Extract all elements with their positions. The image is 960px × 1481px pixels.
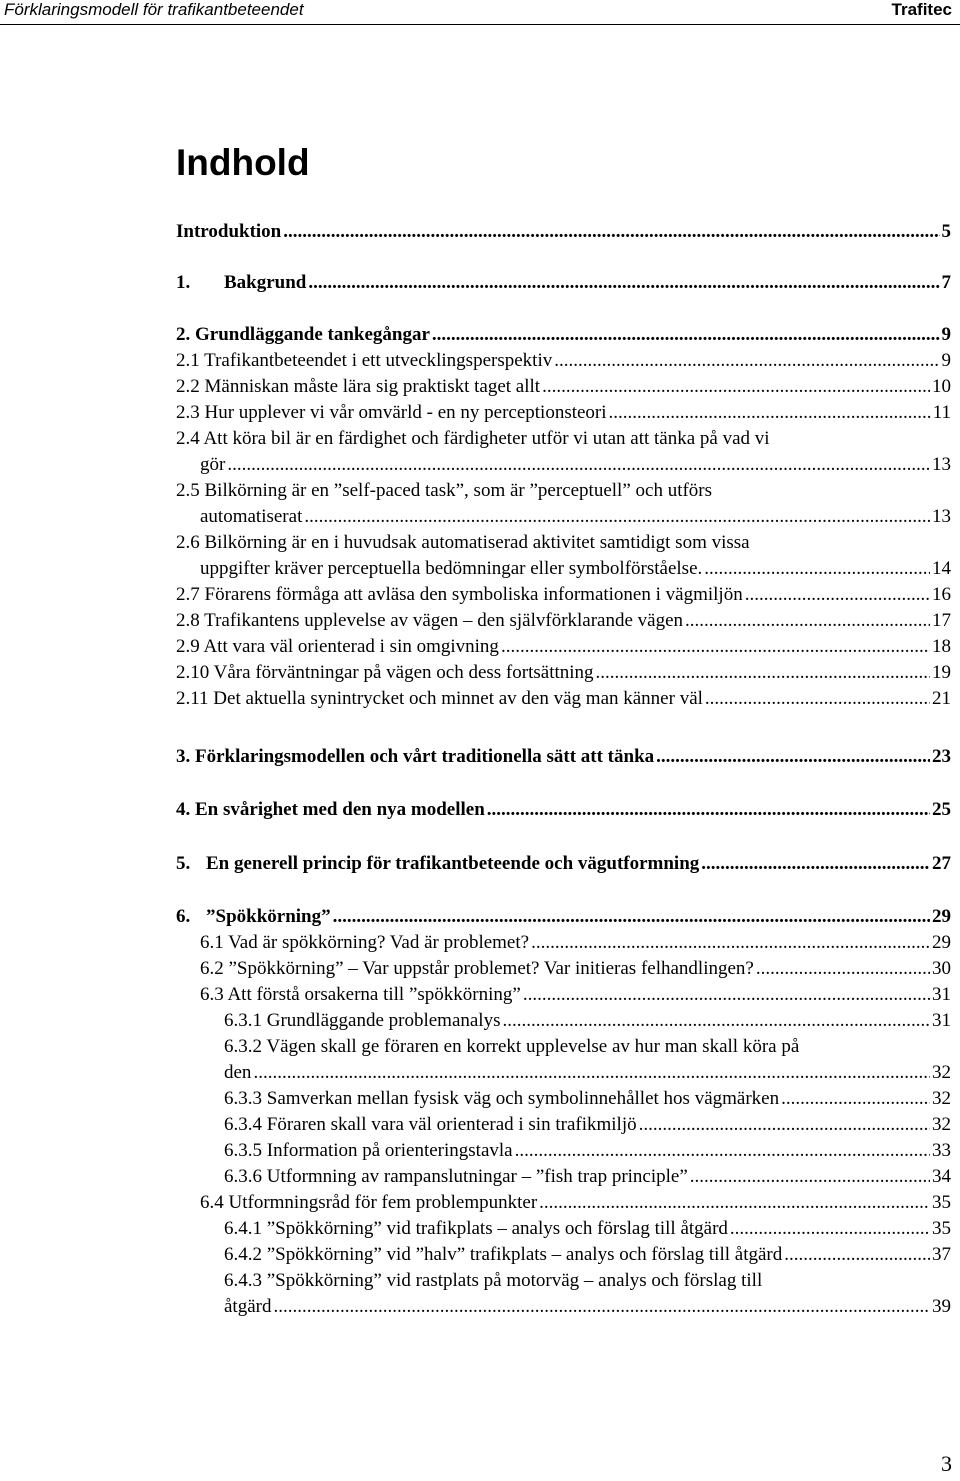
toc-dot-leader xyxy=(523,982,930,1008)
toc-entry-title: Introduktion xyxy=(176,221,282,242)
toc-entry-title: En generell princip för trafikantbeteende och vägutformning xyxy=(206,853,700,874)
toc-entry-s2-2[interactable] xyxy=(176,374,951,400)
toc-dot-leader xyxy=(308,270,939,296)
toc-entry-intro[interactable] xyxy=(176,219,951,245)
toc-entry-s2-3[interactable] xyxy=(176,400,951,426)
toc-entry-title: 6.3.5 Information på orienteringstavla xyxy=(224,1140,513,1161)
toc-page-number: 35 xyxy=(932,1192,951,1213)
toc-page-number: 13 xyxy=(932,506,951,527)
toc-dot-leader xyxy=(432,322,940,348)
toc-dot-leader xyxy=(756,956,930,982)
toc-entry-s6-4-1[interactable] xyxy=(224,1216,951,1242)
toc-page-number: 25 xyxy=(932,799,951,820)
toc-entry-title: 2.5 Bilkörning är en ”self-paced task”, som är ”perceptuell” och utförs xyxy=(176,480,713,501)
toc-entry-s2-4a xyxy=(176,426,770,452)
toc-entry-title: Bakgrund xyxy=(224,272,307,293)
toc-entry-s6-1[interactable] xyxy=(200,930,951,956)
toc-entry-s6-3-5[interactable] xyxy=(224,1138,951,1164)
toc-entry-s6-3-2b[interactable] xyxy=(224,1060,951,1086)
toc-dot-leader xyxy=(656,744,930,770)
toc-dot-leader xyxy=(283,219,939,245)
toc-entry-title: 6.4 Utformningsråd för fem problempunkter xyxy=(200,1192,538,1213)
toc-entry-title: 2.9 Att vara väl orienterad i sin omgivning xyxy=(176,636,499,657)
toc-dot-leader xyxy=(745,582,930,608)
toc-page-number: 9 xyxy=(941,324,951,345)
toc-entry-title: 2.10 Våra förväntningar på vägen och dess fortsättning xyxy=(176,662,594,683)
toc-entry-s6-3-3[interactable] xyxy=(224,1086,951,1112)
toc-entry-title: gör xyxy=(200,454,226,475)
toc-entry-title: ”Spökkörning” xyxy=(206,906,331,927)
toc-entry-title: 6.3.6 Utformning av rampanslutningar – ”fish trap principle” xyxy=(224,1166,688,1187)
toc-entry-s2-9[interactable] xyxy=(176,634,951,660)
toc-entry-s6-4-3a xyxy=(224,1268,762,1294)
toc-page-number: 29 xyxy=(932,932,951,953)
toc-entry-title: 6.3.4 Föraren skall vara väl orienterad i sin trafikmiljö xyxy=(224,1114,637,1135)
toc-dot-leader xyxy=(596,660,930,686)
toc-entry-s6[interactable] xyxy=(206,904,951,930)
toc-entry-s1-num xyxy=(176,270,190,296)
header-document-title: Förklaringsmodell för trafikantbeteendet xyxy=(4,0,304,19)
toc-entry-s2[interactable] xyxy=(176,322,951,348)
toc-entry-s6-4[interactable] xyxy=(200,1190,951,1216)
toc-page-number: 10 xyxy=(932,376,951,397)
toc-page-number: 21 xyxy=(932,688,951,709)
toc-entry-title: 4. En svårighet med den nya modellen xyxy=(176,799,485,820)
toc-page-number: 39 xyxy=(932,1296,951,1317)
toc-page-number: 35 xyxy=(932,1218,951,1239)
toc-dot-leader xyxy=(784,1242,930,1268)
toc-page-number: 13 xyxy=(932,454,951,475)
toc-entry-s2-6a xyxy=(176,530,750,556)
toc-entry-s5[interactable] xyxy=(206,851,951,877)
toc-page-number: 19 xyxy=(932,662,951,683)
header-organization: Trafitec xyxy=(891,0,952,19)
toc-page-number: 14 xyxy=(932,558,951,579)
toc-entry-s2-4b[interactable] xyxy=(200,452,951,478)
toc-entry-s2-10[interactable] xyxy=(176,660,951,686)
toc-page-number: 11 xyxy=(932,402,951,423)
toc-entry-title: 6.2 ”Spökkörning” – Var uppstår problemet? Var initieras felhandlingen? xyxy=(200,958,754,979)
toc-page-number: 32 xyxy=(932,1062,951,1083)
toc-entry-title: åtgärd xyxy=(224,1296,272,1317)
toc-entry-title: 5. xyxy=(176,853,191,874)
toc-entry-title: 6.3.3 Samverkan mellan fysisk väg och symbolinnehållet hos vägmärken xyxy=(224,1088,780,1109)
toc-entry-s6-2[interactable] xyxy=(200,956,951,982)
toc-entry-title: 2.8 Trafikantens upplevelse av vägen – den självförklarande vägen xyxy=(176,610,684,631)
toc-page-number: 31 xyxy=(932,1010,951,1031)
toc-dot-leader xyxy=(705,686,930,712)
toc-entry-title: 1. xyxy=(176,272,191,293)
toc-entry-s6-3-2a xyxy=(224,1034,799,1060)
toc-page-number: 34 xyxy=(932,1166,951,1187)
toc-dot-leader xyxy=(690,1164,930,1190)
toc-entry-s6-3[interactable] xyxy=(200,982,951,1008)
toc-entry-title: 2. Grundläggande tankegångar xyxy=(176,324,430,345)
toc-page-number: 37 xyxy=(932,1244,951,1265)
toc-entry-title: automatiserat xyxy=(200,506,303,527)
toc-dot-leader xyxy=(704,556,930,582)
toc-entry-s2-7[interactable] xyxy=(176,582,951,608)
toc-entry-title: 3. Förklaringsmodellen och vårt traditionella sätt att tänka xyxy=(176,746,655,767)
toc-entry-title: 2.11 Det aktuella synintrycket och minnet av den väg man känner väl xyxy=(176,688,703,709)
toc-entry-s2-5b[interactable] xyxy=(200,504,951,530)
toc-entry-s6-3-4[interactable] xyxy=(224,1112,951,1138)
toc-entry-title: 6.4.1 ”Spökkörning” vid trafikplats – analys och förslag till åtgärd xyxy=(224,1218,728,1239)
toc-dot-leader xyxy=(501,634,930,660)
page-number: 3 xyxy=(941,1451,952,1476)
toc-entry-s6-3-6[interactable] xyxy=(224,1164,951,1190)
toc-page-number: 30 xyxy=(932,958,951,979)
toc-entry-title: 2.4 Att köra bil är en färdighet och färdigheter utför vi utan att tänka på vad vi xyxy=(176,428,770,449)
toc-dot-leader xyxy=(781,1086,930,1112)
toc-dot-leader xyxy=(730,1216,930,1242)
toc-entry-title: 2.6 Bilkörning är en i huvudsak automatiserad aktivitet samtidigt som vissa xyxy=(176,532,750,553)
toc-entry-s6-3-1[interactable] xyxy=(224,1008,951,1034)
toc-page-number: 7 xyxy=(941,272,951,293)
toc-dot-leader xyxy=(554,348,939,374)
toc-entry-title: den xyxy=(224,1062,252,1083)
toc-page-number: 32 xyxy=(932,1114,951,1135)
toc-entry-title: uppgifter kräver perceptuella bedömningar eller symbolförståelse. xyxy=(200,558,703,579)
toc-entry-s5-num xyxy=(176,851,190,877)
toc-entry-s4[interactable] xyxy=(176,797,951,823)
toc-dot-leader xyxy=(227,452,930,478)
toc-entry-s2-1[interactable] xyxy=(176,348,951,374)
toc-entry-s3[interactable] xyxy=(176,744,951,770)
toc-page-number: 27 xyxy=(932,853,951,874)
toc-dot-leader xyxy=(639,1112,930,1138)
toc-entry-s2-8[interactable] xyxy=(176,608,951,634)
toc-entry-s6-num xyxy=(176,904,190,930)
toc-dot-leader xyxy=(539,1190,930,1216)
toc-entry-s2-11[interactable] xyxy=(176,686,951,712)
toc-entry-title: 6.3.1 Grundläggande problemanalys xyxy=(224,1010,501,1031)
toc-dot-leader xyxy=(542,374,930,400)
toc-entry-title: 2.3 Hur upplever vi vår omvärld - en ny perceptionsteori xyxy=(176,402,607,423)
toc-entry-s6-4-3b[interactable] xyxy=(224,1294,951,1320)
toc-page-number: 31 xyxy=(932,984,951,1005)
toc-entry-s2-6b[interactable] xyxy=(200,556,951,582)
toc-page-number: 9 xyxy=(941,350,951,371)
toc-dot-leader xyxy=(701,851,930,877)
toc-page-number: 29 xyxy=(932,906,951,927)
toc-page-number: 32 xyxy=(932,1088,951,1109)
toc-entry-title: 2.2 Människan måste lära sig praktiskt taget allt xyxy=(176,376,541,397)
toc-dot-leader xyxy=(487,797,930,823)
toc-page-number: 18 xyxy=(932,636,951,657)
toc-entry-title: 6.4.3 ”Spökkörning” vid rastplats på motorväg – analys och förslag till xyxy=(224,1270,763,1291)
toc-dot-leader xyxy=(515,1138,930,1164)
toc-entry-title: 6.3.2 Vägen skall ge föraren en korrekt upplevelse av hur man skall köra på xyxy=(224,1036,800,1057)
toc-dot-leader xyxy=(531,930,930,956)
toc-heading: Indhold xyxy=(176,142,310,183)
toc-entry-title: 6.1 Vad är spökkörning? Vad är problemet? xyxy=(200,932,530,953)
toc-dot-leader xyxy=(609,400,931,426)
toc-entry-s2-5a xyxy=(176,478,712,504)
toc-dot-leader xyxy=(273,1294,930,1320)
toc-dot-leader xyxy=(502,1008,930,1034)
toc-entry-title: 6. xyxy=(176,906,191,927)
toc-entry-title: 2.1 Trafikantbeteendet i ett utvecklingsperspektiv xyxy=(176,350,553,371)
toc-page-number: 17 xyxy=(932,610,951,631)
toc-page-number: 16 xyxy=(932,584,951,605)
toc-entry-s1[interactable] xyxy=(224,270,951,296)
toc-dot-leader xyxy=(304,504,930,530)
toc-page-number: 5 xyxy=(941,221,951,242)
toc-dot-leader xyxy=(253,1060,930,1086)
toc-page-number: 33 xyxy=(932,1140,951,1161)
toc-entry-title: 2.7 Förarens förmåga att avläsa den symboliska informationen i vägmiljön xyxy=(176,584,743,605)
toc-page-number: 23 xyxy=(932,746,951,767)
toc-dot-leader xyxy=(685,608,930,634)
toc-entry-s6-4-2[interactable] xyxy=(224,1242,951,1268)
toc-dot-leader xyxy=(333,904,930,930)
toc-entry-title: 6.3 Att förstå orsakerna till ”spökkörning” xyxy=(200,984,521,1005)
toc-entry-title: 6.4.2 ”Spökkörning” vid ”halv” trafikplats – analys och förslag till åtgärd xyxy=(224,1244,783,1265)
